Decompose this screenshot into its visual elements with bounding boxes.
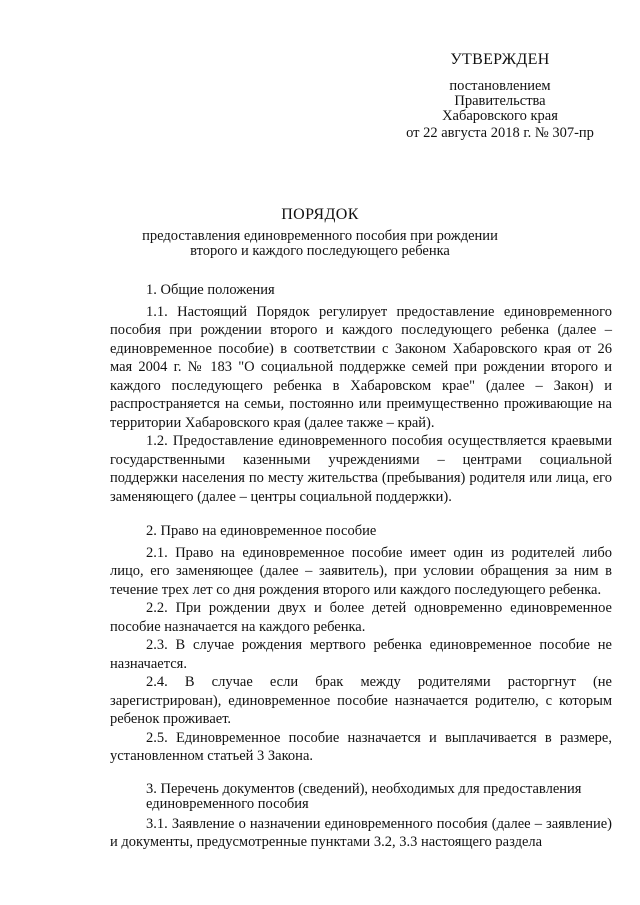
- section-heading: 1. Общие положения: [146, 282, 275, 298]
- paragraph: 2.1. Право на единовременное пособие имеет один из родителей либо лицо, его заменяющее (далее – заявитель), при условии обращения за ним в течение трех лет со дня рождения второго или каждого последующего ребенка.: [110, 544, 612, 598]
- paragraph: 1.1. Настоящий Порядок регулирует предоставление единовременного пособия при рождении второго и каждого последующего ребенка (далее – единовременное пособие) в соответствии с Законом Хабаровского края от 26 мая 2004 г. № 183 "О социальной поддержке семей при рождении второго и каждого последующего ребенка в Хабаровском крае" (далее – Закон) и распространяется на семьи, постоянно или преимущественно проживающие на территории Хабаровского края (далее также – край).: [110, 303, 612, 431]
- document-title: ПОРЯДОК: [281, 206, 359, 223]
- paragraph: 2.4. В случае если брак между родителями расторгнут (не зарегистрирован), единовременное пособие назначается родителю, с которым ребенок проживает.: [110, 674, 612, 727]
- approval-stamp: [380, 52, 620, 141]
- approval-line: Правительства: [454, 93, 546, 109]
- paragraph: 2.5. Единовременное пособие назначается и выплачивается в размере, установленном статьей 3 Закона.: [110, 729, 612, 764]
- approval-line: Хабаровского края: [442, 108, 558, 124]
- approval-heading: УТВЕРЖДЕН: [450, 51, 550, 68]
- approval-decree: от 22 августа 2018 г. № 307-пр: [406, 125, 594, 141]
- paragraph: 2.3. В случае рождения мертвого ребенка единовременное пособие не назначается.: [110, 637, 612, 672]
- section-heading: 2. Право на единовременное пособие: [146, 523, 377, 539]
- document-body: [110, 281, 612, 852]
- document-subtitle: предоставления единовременного пособия при рождении второго и каждого последующего ребенка: [142, 228, 498, 259]
- paragraph: 2.2. При рождении двух и более детей одновременно единовременное пособие назначается на каждого ребенка.: [110, 600, 612, 635]
- approval-line: постановлением: [449, 78, 551, 94]
- paragraph: 3.1. Заявление о назначении единовременного пособия (далее – заявление) и документы, предусмотренные пунктами 3.2, 3.3 настоящего раздела: [110, 815, 612, 850]
- section-heading: 3. Перечень документов (сведений), необходимых для предоставления единовременного пособия: [146, 780, 582, 812]
- paragraph: 1.2. Предоставление единовременного пособия осуществляется краевыми государственными казенными учреждениями – центрами социальной поддержки населения по месту жительства (пребывания) родителя или лица, его заменяющего (далее – центры социальной поддержки).: [110, 433, 612, 505]
